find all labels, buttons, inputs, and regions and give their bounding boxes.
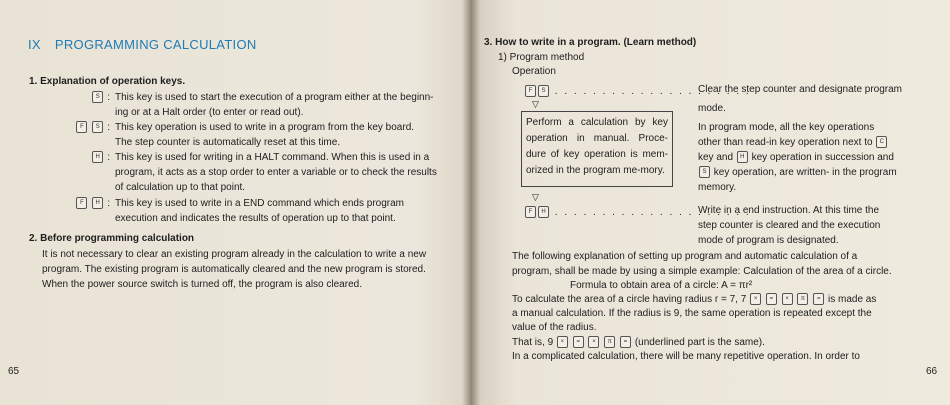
- key1-line1: This key is used to start the execution of a program either at the beginn-: [115, 92, 434, 103]
- desc-line4-text: key operation, are written- in the program: [713, 167, 897, 178]
- key4-line2: execution and indicates the results of operation up to that point.: [115, 213, 396, 224]
- key-pi-icon: π: [797, 293, 808, 305]
- key-s-icon: S: [538, 85, 549, 97]
- key-f-icon: F: [76, 197, 87, 209]
- para-line7-text: That is, 9: [512, 337, 554, 348]
- chapter-number: IX: [28, 37, 41, 52]
- section-2-line1: It is not necessary to clear an existing program already in the calculation to write a new: [42, 249, 427, 260]
- leader-dots: . . . . . . . . . . . . . . . . . . . . .: [550, 207, 751, 218]
- down-arrow-icon: ▽: [532, 99, 539, 109]
- para-line1: The following explanation of setting up program and automatic calculation of a: [512, 251, 858, 262]
- desc-line3-text-a: key and: [698, 152, 734, 163]
- para-line4-end: is made as: [828, 294, 877, 305]
- key-equals-icon: =: [766, 293, 777, 305]
- key-s-icon: S: [699, 166, 710, 178]
- leader-dots: . . . . . . . . . . . . . . . . . . . . .: [550, 86, 751, 97]
- key-h-icon: H: [737, 151, 748, 163]
- section-2-line3: When the power source switch is turned off, the program is also cleared.: [42, 279, 362, 290]
- section-2-line2: program. The existing program is automatically cleared and the new program is stored.: [42, 264, 426, 275]
- page-number-left: 65: [8, 366, 20, 377]
- key-h-icon: H: [538, 206, 549, 218]
- key3-line2: program, it acts as a stop order to enter a variable or to check the results: [115, 167, 437, 178]
- key2-line2: The step counter is automatically reset at this time.: [115, 137, 341, 148]
- desc-line2-text: other than read-in key operation next to: [698, 137, 873, 148]
- para-line6: value of the radius.: [512, 322, 597, 333]
- key-multiply-icon: ×: [782, 293, 793, 305]
- operation-label: Operation: [512, 66, 556, 77]
- book-spine: [462, 0, 480, 405]
- desc-line4: [698, 165, 897, 181]
- key-s-icon: S: [92, 121, 103, 133]
- key-f-icon: F: [525, 85, 536, 97]
- op1-line1: Clear the step counter and designate program: [698, 84, 903, 95]
- key4-line1: This key is used to write in a END command which ends program: [115, 198, 405, 209]
- op2-line1: Write in a end instruction. At this time the: [698, 205, 880, 216]
- key-c-icon: C: [876, 136, 887, 148]
- chapter-title: PROGRAMMING CALCULATION: [54, 37, 257, 52]
- key2-line1: This key operation is used to write in a program from the key board.: [115, 122, 415, 133]
- key-s-icon: S: [92, 91, 103, 103]
- section-3-heading: 3. How to write in a program. (Learn method): [484, 37, 697, 48]
- chapter-heading: [28, 37, 257, 52]
- key4-symbols: F H :: [20, 196, 110, 212]
- page-number-right: 66: [926, 366, 938, 377]
- para-line2: program, shall be made by using a simple example: Calculation of the area of a circle.: [512, 266, 892, 277]
- key-h-icon: H: [92, 197, 103, 209]
- desc-line2: [698, 135, 888, 151]
- key2-symbols: F S :: [20, 120, 110, 136]
- desc-line3-text-b: key operation in succession and: [751, 152, 894, 163]
- key-f-icon: F: [76, 121, 87, 133]
- key-h-icon: H: [92, 151, 103, 163]
- procedure-box: Perform a calculation by key operation in manual. Proce-dure of key operation is mem-orized in the program me-mory.: [521, 111, 673, 187]
- program-method-heading: 1) Program method: [498, 52, 585, 63]
- desc-line5: memory.: [698, 182, 737, 193]
- key3-line3: of calculation up to that point.: [115, 182, 246, 193]
- key3-line1: This key is used for writing in a HALT command. When this is used in a: [115, 152, 430, 163]
- key1-line2: ing or at a Halt order (to enter or read out).: [115, 107, 304, 118]
- para-line4-text: To calculate the area of a circle having radius r = 7,: [512, 294, 738, 305]
- desc-line3: [698, 150, 894, 166]
- left-page: [0, 0, 470, 405]
- key-f-icon: F: [525, 206, 536, 218]
- para-line7-end: (underlined part is the same).: [634, 337, 765, 348]
- key-multiply-icon: ×: [750, 293, 761, 305]
- key-equals-icon: =: [813, 293, 824, 305]
- right-page: [470, 0, 950, 405]
- op2-line2: step counter is cleared and the execution: [698, 220, 881, 231]
- key3-symbols: H :: [20, 150, 110, 166]
- formula-line: Formula to obtain area of a circle: A = πr²: [570, 280, 753, 291]
- section-2-heading: 2. Before programming calculation: [29, 233, 195, 244]
- op1-line2: mode.: [698, 103, 726, 114]
- para-line8: In a complicated calculation, there will be many repetitive operation. In order to: [512, 351, 860, 362]
- key-pi-icon: π: [604, 336, 615, 348]
- key-equals-icon: =: [573, 336, 584, 348]
- desc-line1: In program mode, all the key operations: [698, 122, 875, 133]
- para-line4: To calculate the area of a circle having radius r = 7, 7 × = × π = is made as: [512, 294, 877, 305]
- op2-line3: mode of program is designated.: [698, 235, 839, 246]
- key-multiply-icon: ×: [588, 336, 599, 348]
- down-arrow-icon: ▽: [532, 192, 539, 202]
- key1-symbols: S :: [20, 90, 110, 106]
- para-line5: a manual calculation. If the radius is 9, the same operation is repeated except the: [512, 308, 872, 319]
- key-multiply-icon: ×: [557, 336, 568, 348]
- key-equals-icon: =: [620, 336, 631, 348]
- section-1-heading: 1. Explanation of operation keys.: [29, 76, 186, 87]
